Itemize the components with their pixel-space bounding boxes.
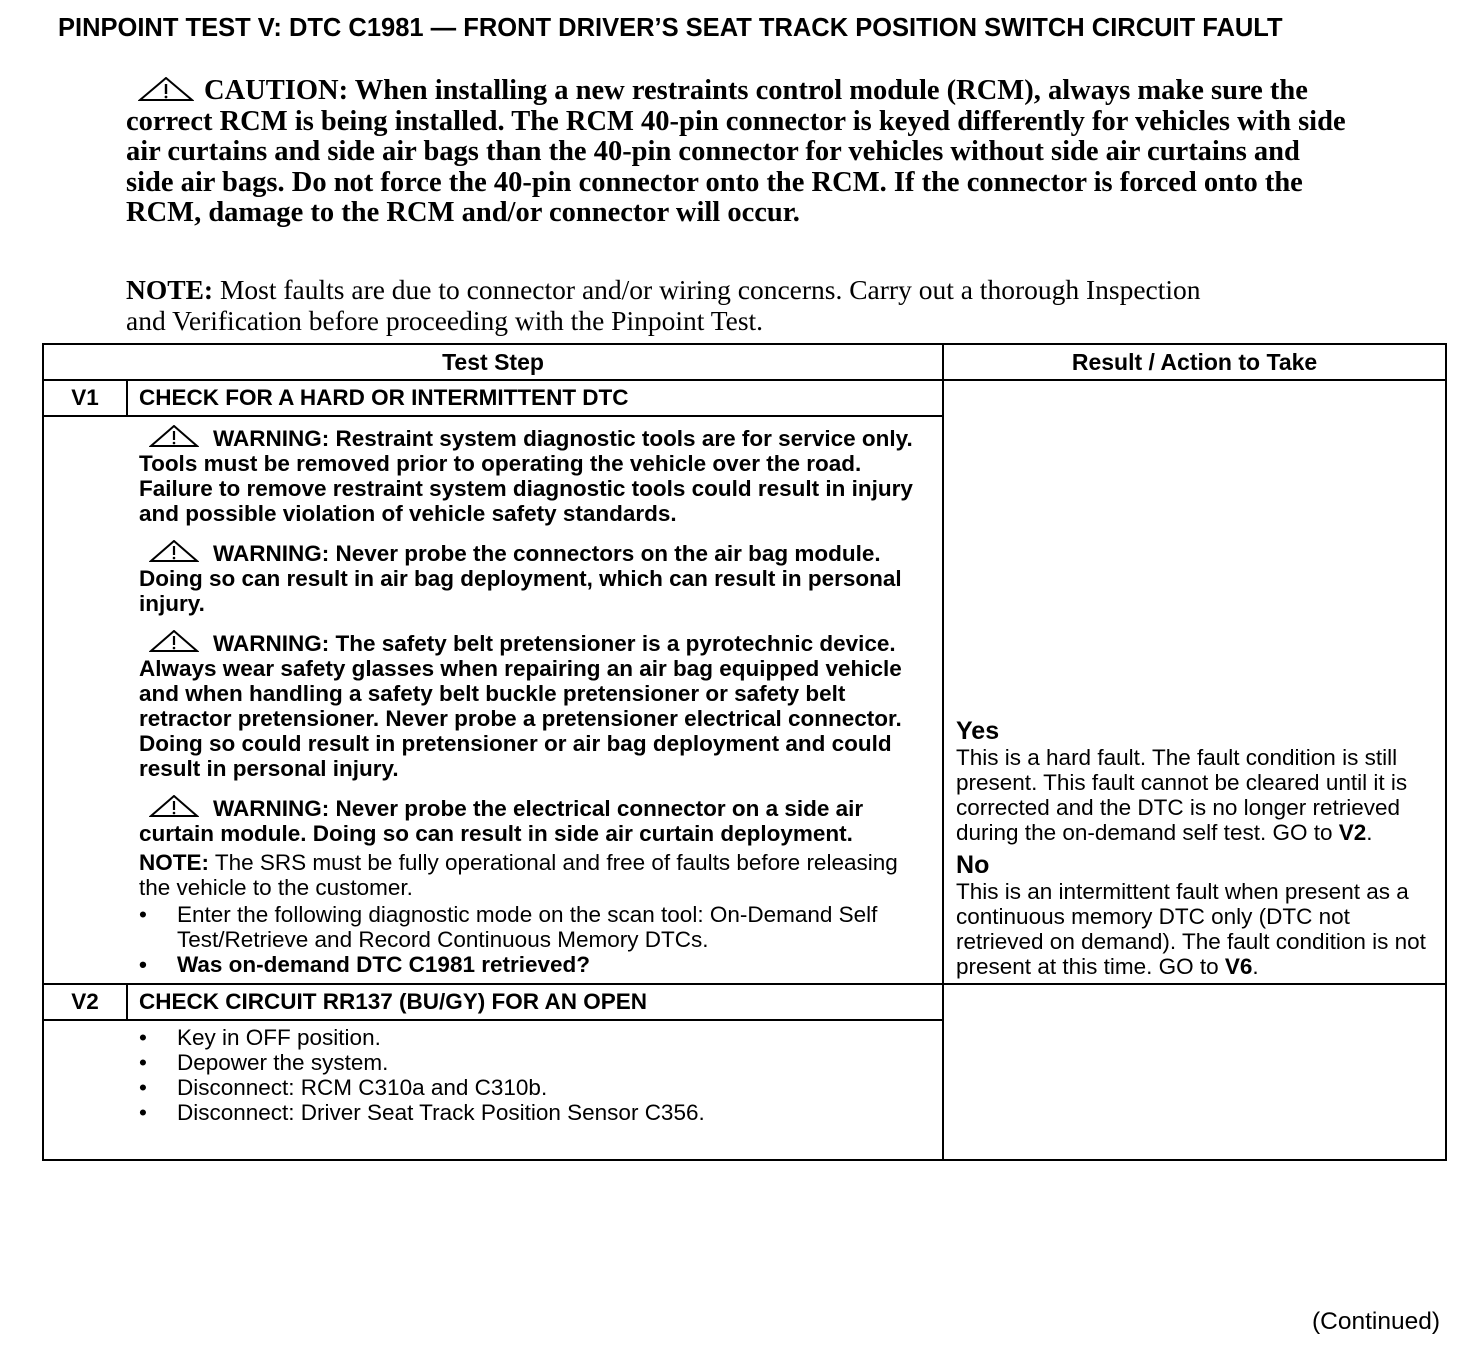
warning-text: WARNING: The safety belt pretensioner is a pyrotechnic device. Always wear safety glasses when repairing an air bag equipped vehicle and when handling a safety belt buckle pretensioner or safety belt retractor pretensioner. Never probe a pretensioner electrical connector. Doing so could result in pretensioner or air bag deployment and could result in personal injury. — [139, 631, 902, 781]
list-item: • Disconnect: RCM C310a and C310b. — [139, 1075, 924, 1100]
step-body — [43, 416, 943, 984]
step-id: V1 — [43, 380, 127, 416]
page-title: PINPOINT TEST V: DTC C1981 — FRONT DRIVER’S SEAT TRACK POSITION SWITCH CIRCUIT FAULT — [58, 14, 1283, 42]
step-bullets — [139, 1025, 924, 1125]
warning-text: WARNING: Never probe the electrical connector on a side air curtain module. Doing so can result in side air curtain deployment. — [139, 796, 864, 846]
list-item: • Enter the following diagnostic mode on the scan tool: On-Demand Self Test/Retrieve and Record Continuous Memory DTCs. — [139, 902, 924, 952]
list-item: • Disconnect: Driver Seat Track Position Sensor C356. — [139, 1100, 924, 1125]
note-label: NOTE: — [126, 274, 214, 305]
caution-label: CAUTION: — [204, 75, 349, 106]
list-item: • Depower the system. — [139, 1050, 924, 1075]
warning-triangle-icon — [149, 630, 199, 652]
step-title: CHECK CIRCUIT RR137 (BU/GY) FOR AN OPEN — [127, 984, 943, 1020]
caution-block — [126, 76, 1351, 229]
result-no-label: No — [956, 851, 990, 879]
step-title-row — [43, 380, 1446, 416]
header-test-step: Test Step — [43, 344, 943, 380]
pinpoint-test-table — [42, 343, 1447, 1161]
warning-triangle-icon — [138, 77, 194, 101]
step-note: NOTE: The SRS must be fully operational and free of faults before releasing the vehicle to the customer. — [139, 850, 898, 900]
goto-link[interactable]: V2 — [1338, 820, 1367, 845]
result-cell — [943, 380, 1446, 984]
warning-text: WARNING: Never probe the connectors on the air bag module. Doing so can result in air bag deployment, which can result in personal injury. — [139, 541, 902, 616]
note-block — [126, 275, 1246, 336]
step-question: • Was on-demand DTC C1981 retrieved? — [139, 952, 924, 977]
result-yes-label: Yes — [956, 717, 1000, 745]
step-title-row — [43, 984, 1446, 1020]
warning-text: WARNING: Restraint system diagnostic tools are for service only. Tools must be removed prior to operating the vehicle over the road. Failure to remove restraint system diagnostic tools could result in injury and possible violation of vehicle safety standards. — [139, 426, 913, 526]
result-no-text: This is an intermittent fault when present as a continuous memory DTC only (DTC not retrieved on demand). The fault condition is not present at this time. GO to V6. — [956, 879, 1426, 979]
step-title: CHECK FOR A HARD OR INTERMITTENT DTC — [127, 380, 943, 416]
goto-link[interactable]: V6 — [1224, 954, 1253, 979]
continued-label: (Continued) — [1311, 1308, 1440, 1335]
caution-text: When installing a new restraints control module (RCM), always make sure the correct RCM is being installed. The RCM 40-pin connector is keyed differently for vehicles with side air curtains and side air bags than the 40-pin connector for vehicles without side air curtains and side air bags. Do not force the 40-pin connector onto the RCM. If the connector is forced onto the RCM, damage to the RCM and/or connector will occur. — [126, 75, 1346, 229]
note-text: Most faults are due to connector and/or wiring concerns. Carry out a thorough Inspection and Verification before proceeding with the Pinpoint Test. — [126, 274, 1201, 336]
result-yes-text: This is a hard fault. The fault condition is still present. This fault cannot be cleared until it is corrected and the DTC is no longer retrieved during the on-demand self test. GO to V2. — [956, 745, 1408, 845]
warning-triangle-icon — [149, 540, 199, 562]
step-body — [43, 1020, 943, 1160]
table-header-row — [43, 344, 1446, 380]
step-id: V2 — [43, 984, 127, 1020]
header-result: Result / Action to Take — [943, 344, 1446, 380]
warning-triangle-icon — [149, 425, 199, 447]
warning-triangle-icon — [149, 795, 199, 817]
list-item: • Key in OFF position. — [139, 1025, 924, 1050]
result-cell — [943, 984, 1446, 1160]
step-bullets — [139, 902, 924, 977]
